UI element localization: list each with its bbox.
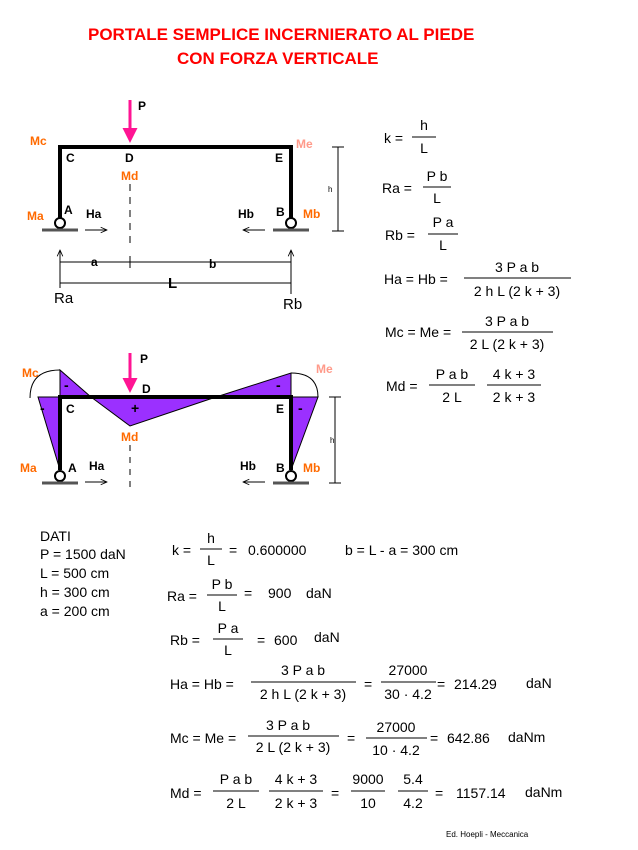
height-label: h: [328, 185, 333, 194]
moment-mb-label: Mb: [303, 207, 321, 221]
calc-rb-unit: daN: [314, 629, 340, 645]
calc-md-num2: 4 k + 3: [274, 771, 318, 787]
dimension-b-label: b: [209, 257, 217, 271]
calc-rb-num: P a: [217, 620, 239, 636]
formula-md-num2: 4 k + 3: [492, 366, 536, 382]
calc-md-num1: P a b: [219, 771, 253, 787]
node-a-label-2: A: [68, 461, 77, 475]
calc-ra: [167, 576, 332, 614]
calc-md-den4: 4.2: [403, 795, 423, 811]
data-block: [40, 528, 126, 619]
calc-md-result: 1157.14: [456, 785, 506, 801]
calc-ha-den2: 30 · 4.2: [384, 686, 432, 702]
calc-k-result: 0.600000: [248, 542, 307, 558]
calc-ha-result: 214.29: [454, 676, 497, 692]
formula-md-num1: P a b: [435, 366, 469, 382]
formula-ha-lhs: Ha = Hb =: [384, 271, 448, 287]
node-c-label: C: [66, 151, 75, 165]
height-label-2: h: [330, 436, 335, 445]
moment-area-right-column: [291, 397, 318, 470]
calc-md-eq2: =: [435, 785, 444, 801]
formula-k: [384, 117, 436, 156]
calc-ra-lhs: Ra =: [167, 588, 197, 604]
calc-mc-num: 3 P a b: [265, 717, 311, 733]
calc-mc-unit: daNm: [508, 729, 546, 745]
calc-ha-num2: 27000: [388, 662, 428, 678]
dati-line-p: P = 1500 daN: [40, 546, 126, 562]
moment-mb-label-2: Mb: [303, 461, 321, 475]
calc-md: [170, 771, 562, 811]
sign-plus-d: +: [131, 400, 140, 416]
formula-ha: [384, 259, 571, 299]
calc-md-num3: 9000: [352, 771, 384, 787]
title-line-1: PORTALE SEMPLICE INCERNIERATO AL PIEDE: [88, 25, 475, 44]
calc-mc-eq: =: [347, 730, 356, 746]
formula-md-den1: 2 L: [442, 389, 462, 405]
formula-mc-num: 3 P a b: [484, 313, 530, 329]
calc-k: [172, 530, 458, 568]
calc-ha-num: 3 P a b: [280, 662, 326, 678]
formula-ra: [382, 168, 451, 206]
calc-rb: [170, 620, 340, 658]
node-e-label: E: [275, 151, 284, 165]
calc-ha-lhs: Ha = Hb =: [170, 676, 234, 692]
calc-md-lhs: Md =: [170, 785, 202, 801]
sign-minus-c-top: -: [64, 377, 69, 393]
node-b-label: B: [276, 205, 285, 219]
moment-mc-label: Mc: [30, 134, 47, 148]
formula-ra-lhs: Ra =: [382, 180, 412, 196]
calc-ra-eq: =: [244, 585, 253, 601]
node-c-label-2: C: [66, 402, 75, 416]
moment-md-label-2: Md: [121, 430, 139, 444]
formula-k-lhs: k =: [384, 130, 404, 146]
formula-rb-lhs: Rb =: [385, 227, 415, 243]
calc-ra-unit: daN: [306, 585, 332, 601]
formula-mc: [385, 313, 553, 352]
reaction-rb-label: Rb: [283, 296, 303, 313]
calc-k-num: h: [207, 530, 215, 546]
node-d-label: D: [125, 151, 134, 165]
reaction-ha-label: Ha: [86, 207, 102, 221]
title-line-2: CON FORZA VERTICALE: [177, 49, 379, 68]
calc-rb-den: L: [224, 642, 232, 658]
hinge-b: [286, 218, 296, 228]
calc-rb-eq: =: [257, 632, 266, 648]
calc-ha-eq2: =: [437, 676, 446, 692]
calc-rb-result: 600: [274, 632, 298, 648]
moment-area-d-positive: [91, 397, 216, 426]
calc-md-den1: 2 L: [226, 795, 246, 811]
calc-md-unit: daNm: [525, 784, 563, 800]
calc-md-den3: 10: [360, 795, 376, 811]
formula-md-den2: 2 k + 3: [492, 389, 536, 405]
calc-mc-eq2: =: [430, 730, 439, 746]
formula-ha-den: 2 h L (2 k + 3): [473, 283, 561, 299]
calc-b-value: b = L - a = 300 cm: [345, 542, 459, 558]
moment-ma-label-2: Ma: [20, 461, 37, 475]
span-l-label: L: [168, 275, 178, 292]
formula-k-den: L: [420, 140, 428, 156]
sign-minus-left: -: [40, 400, 45, 416]
formula-ha-num: 3 P a b: [494, 259, 540, 275]
formula-ra-den: L: [433, 190, 441, 206]
moment-me-label-2: Me: [316, 362, 333, 376]
formula-md-lhs: Md =: [386, 378, 418, 394]
moment-ma-label: Ma: [27, 209, 44, 223]
calc-md-eq: =: [331, 785, 340, 801]
calc-mc-result: 642.86: [447, 730, 490, 746]
reaction-ha-label-2: Ha: [89, 459, 105, 473]
force-p-label: P: [138, 99, 147, 113]
moment-me-label: Me: [296, 137, 313, 151]
dimension-a-label: a: [91, 255, 98, 269]
calc-ha-eq: =: [364, 676, 373, 692]
hinge-a: [55, 218, 65, 228]
reaction-hb-label: Hb: [238, 207, 254, 221]
node-b-label-2: B: [276, 461, 285, 475]
formula-k-num: h: [420, 117, 428, 133]
reaction-hb-label-2: Hb: [240, 459, 256, 473]
calc-ra-den: L: [218, 598, 226, 614]
reaction-ra-label: Ra: [54, 290, 74, 307]
calc-rb-lhs: Rb =: [170, 632, 200, 648]
node-a-label: A: [64, 203, 73, 217]
calc-md-num4: 5.4: [403, 771, 423, 787]
moment-md-label: Md: [121, 169, 139, 183]
calc-mc: [170, 717, 545, 758]
calc-k-lhs: k =: [172, 542, 192, 558]
force-p-label-2: P: [140, 352, 149, 366]
formula-ra-num: P b: [426, 168, 448, 184]
formula-mc-den: 2 L (2 k + 3): [469, 336, 545, 352]
node-d-label-2: D: [142, 382, 151, 396]
calc-mc-num2: 27000: [376, 719, 416, 735]
calc-md-den2: 2 k + 3: [274, 795, 318, 811]
calc-ha: [170, 662, 552, 702]
sign-minus-right: -: [298, 400, 303, 416]
dati-line-a: a = 200 cm: [40, 603, 110, 619]
calc-mc-lhs: Mc = Me =: [170, 730, 237, 746]
formula-rb: [385, 214, 458, 253]
calc-ha-unit: daN: [526, 675, 552, 691]
calc-ra-num: P b: [211, 576, 233, 592]
portal-diagram-top: [27, 99, 344, 313]
dati-line-h: h = 300 cm: [40, 584, 110, 600]
dati-heading: DATI: [40, 528, 71, 544]
calc-ha-den: 2 h L (2 k + 3): [259, 686, 347, 702]
calc-k-eq: =: [229, 542, 238, 558]
formula-md: [386, 366, 541, 405]
dati-line-l: L = 500 cm: [40, 565, 110, 581]
moment-mc-label-2: Mc: [22, 366, 39, 380]
node-e-label-2: E: [276, 402, 285, 416]
formula-rb-num: P a: [432, 214, 454, 230]
calc-mc-den2: 10 · 4.2: [372, 742, 420, 758]
formula-mc-lhs: Mc = Me =: [385, 324, 452, 340]
formula-rb-den: L: [439, 237, 447, 253]
calc-mc-den: 2 L (2 k + 3): [255, 739, 331, 755]
calc-k-den: L: [207, 552, 215, 568]
sign-minus-e-top: -: [276, 377, 281, 393]
publisher-footer: Ed. Hoepli - Meccanica: [446, 830, 529, 839]
calc-ra-result: 900: [268, 585, 292, 601]
moment-diagram: [20, 352, 341, 488]
